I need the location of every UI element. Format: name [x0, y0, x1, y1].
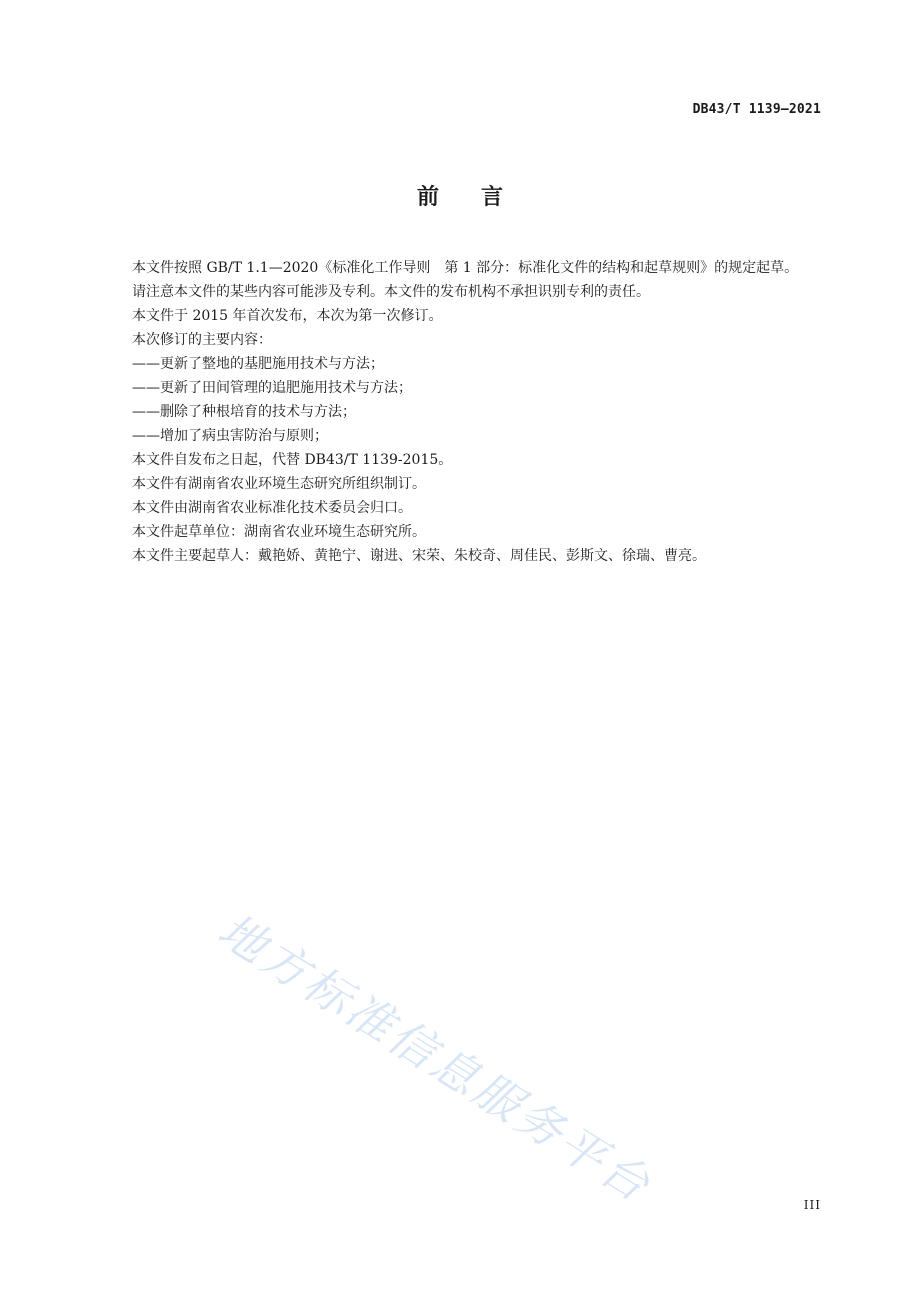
page-title: 前言	[416, 185, 545, 210]
foreword-body	[99, 256, 825, 568]
watermark: 地方标准信息服务平台	[209, 902, 662, 1214]
revision-item: ——更新了田间管理的追肥施用技术与方法；	[132, 380, 412, 396]
paragraph-drafting-basis: 本文件按照 GB/T 1.1—2020《标准化工作导则 第 1 部分：标准化文件的结构和起草规则》的规定起草。	[132, 260, 799, 276]
paragraph-drafting-unit: 本文件起草单位：湖南省农业环境生态研究所。	[132, 524, 426, 540]
revision-item: ——增加了病虫害防治与原则；	[132, 428, 328, 444]
revision-item: ——删除了种根培育的技术与方法；	[132, 404, 356, 420]
paragraph-drafters: 本文件主要起草人：戴艳娇、黄艳宁、谢进、宋荣、朱校奇、周佳民、彭斯文、徐瑞、曹亮。	[132, 548, 706, 564]
document-code: DB43/T 1139—2021	[692, 102, 821, 117]
revision-item: ——更新了整地的基肥施用技术与方法；	[132, 356, 384, 372]
page-number: III	[803, 1198, 821, 1212]
paragraph-revision-intro: 本次修订的主要内容：	[132, 332, 272, 348]
paragraph-patent-notice: 请注意本文件的某些内容可能涉及专利。本文件的发布机构不承担识别专利的责任。	[132, 284, 650, 300]
paragraph-first-release: 本文件于 2015 年首次发布，本次为第一次修订。	[132, 308, 443, 324]
paragraph-organizer: 本文件有湖南省农业环境生态研究所组织制订。	[132, 476, 426, 492]
paragraph-committee: 本文件由湖南省农业标准化技术委员会归口。	[132, 500, 412, 516]
paragraph-replaces: 本文件自发布之日起，代替 DB43/T 1139-2015。	[132, 452, 453, 468]
